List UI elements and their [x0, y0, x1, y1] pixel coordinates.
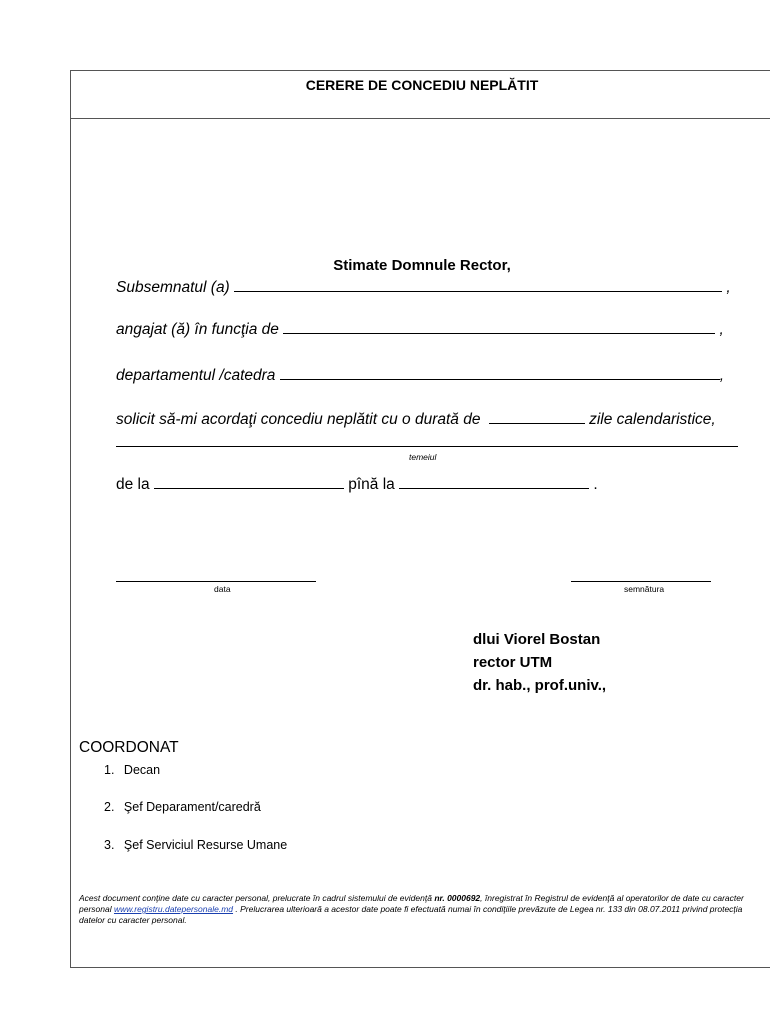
greeting: Stimate Domnule Rector,	[333, 257, 511, 274]
addressee-degree: dr. hab., prof.univ.,	[473, 677, 607, 694]
reason-blank[interactable]	[116, 446, 738, 447]
department-label: departamentul /catedra	[116, 367, 276, 384]
date-caption: data	[214, 584, 231, 594]
date-blank[interactable]	[116, 581, 316, 582]
period-to-blank[interactable]	[399, 475, 589, 489]
addressee-block	[473, 628, 606, 697]
privacy-text-1: Acest document conţine date cu caracter personal, prelucrate în cadrul sistemului de evidenţă	[79, 893, 435, 903]
coordination-item-label: Şef Serviciul Resurse Umane	[123, 838, 288, 852]
form-title: CERERE DE CONCEDIU NEPLĂTIT	[305, 77, 539, 93]
position-line	[116, 320, 724, 339]
privacy-text-3: . Prelucrarea ulterioară a acestor date poate fi efectuată numai în condiţiile prevăzute de Legea nr. 133 din 08.07.2011 privind protecţia datelor cu caracter personal.	[79, 904, 743, 925]
coordination-item	[104, 800, 261, 814]
coordination-item-label: Şef Deparament/caredră	[123, 800, 261, 814]
request-line	[116, 410, 716, 429]
coordination-item-label: Decan	[123, 763, 161, 777]
coordination-item-number: 1.	[104, 763, 115, 777]
signature-blank[interactable]	[571, 581, 711, 582]
period-from-blank[interactable]	[154, 475, 344, 489]
name-blank[interactable]	[234, 278, 722, 292]
duration-blank[interactable]	[489, 410, 585, 424]
coordination-heading: COORDONAT	[79, 739, 179, 756]
privacy-text-2: , înregistrat în Registrul de evidenţă al operatorilor de date cu caracter personal	[79, 893, 744, 914]
department-line	[116, 366, 724, 385]
request-suffix: zile calendaristice,	[589, 411, 716, 428]
coordination-item	[104, 763, 160, 777]
department-end: ,	[719, 367, 725, 384]
name-line	[116, 278, 731, 297]
title-row	[71, 71, 770, 119]
registry-number: nr. 0000692	[434, 893, 481, 903]
signature-caption: semnătura	[624, 584, 665, 594]
name-end: ,	[726, 279, 731, 296]
position-blank[interactable]	[283, 320, 715, 334]
reason-caption: temeiul	[409, 452, 437, 462]
position-end: ,	[719, 321, 724, 338]
department-blank[interactable]	[280, 366, 720, 380]
addressee-name: dlui Viorel Bostan	[473, 631, 601, 648]
coordination-item-number: 2.	[104, 800, 115, 814]
request-prefix: solicit să-mi acordaţi concediu neplătit cu o durată de	[116, 411, 481, 428]
coordination-item-number: 3.	[104, 838, 115, 852]
period-from-label: de la	[116, 476, 150, 493]
form-frame	[70, 70, 770, 968]
period-to-label: pînă la	[348, 476, 395, 493]
period-line	[116, 475, 598, 494]
period-end: .	[593, 476, 598, 493]
registry-link[interactable]: www.registru.datepersonale.md	[113, 904, 234, 914]
position-label: angajat (ă) în funcţia de	[116, 321, 279, 338]
name-label: Subsemnatul (a)	[116, 279, 230, 296]
privacy-notice	[79, 893, 759, 926]
addressee-title: rector UTM	[473, 654, 553, 671]
coordination-item	[104, 838, 287, 852]
